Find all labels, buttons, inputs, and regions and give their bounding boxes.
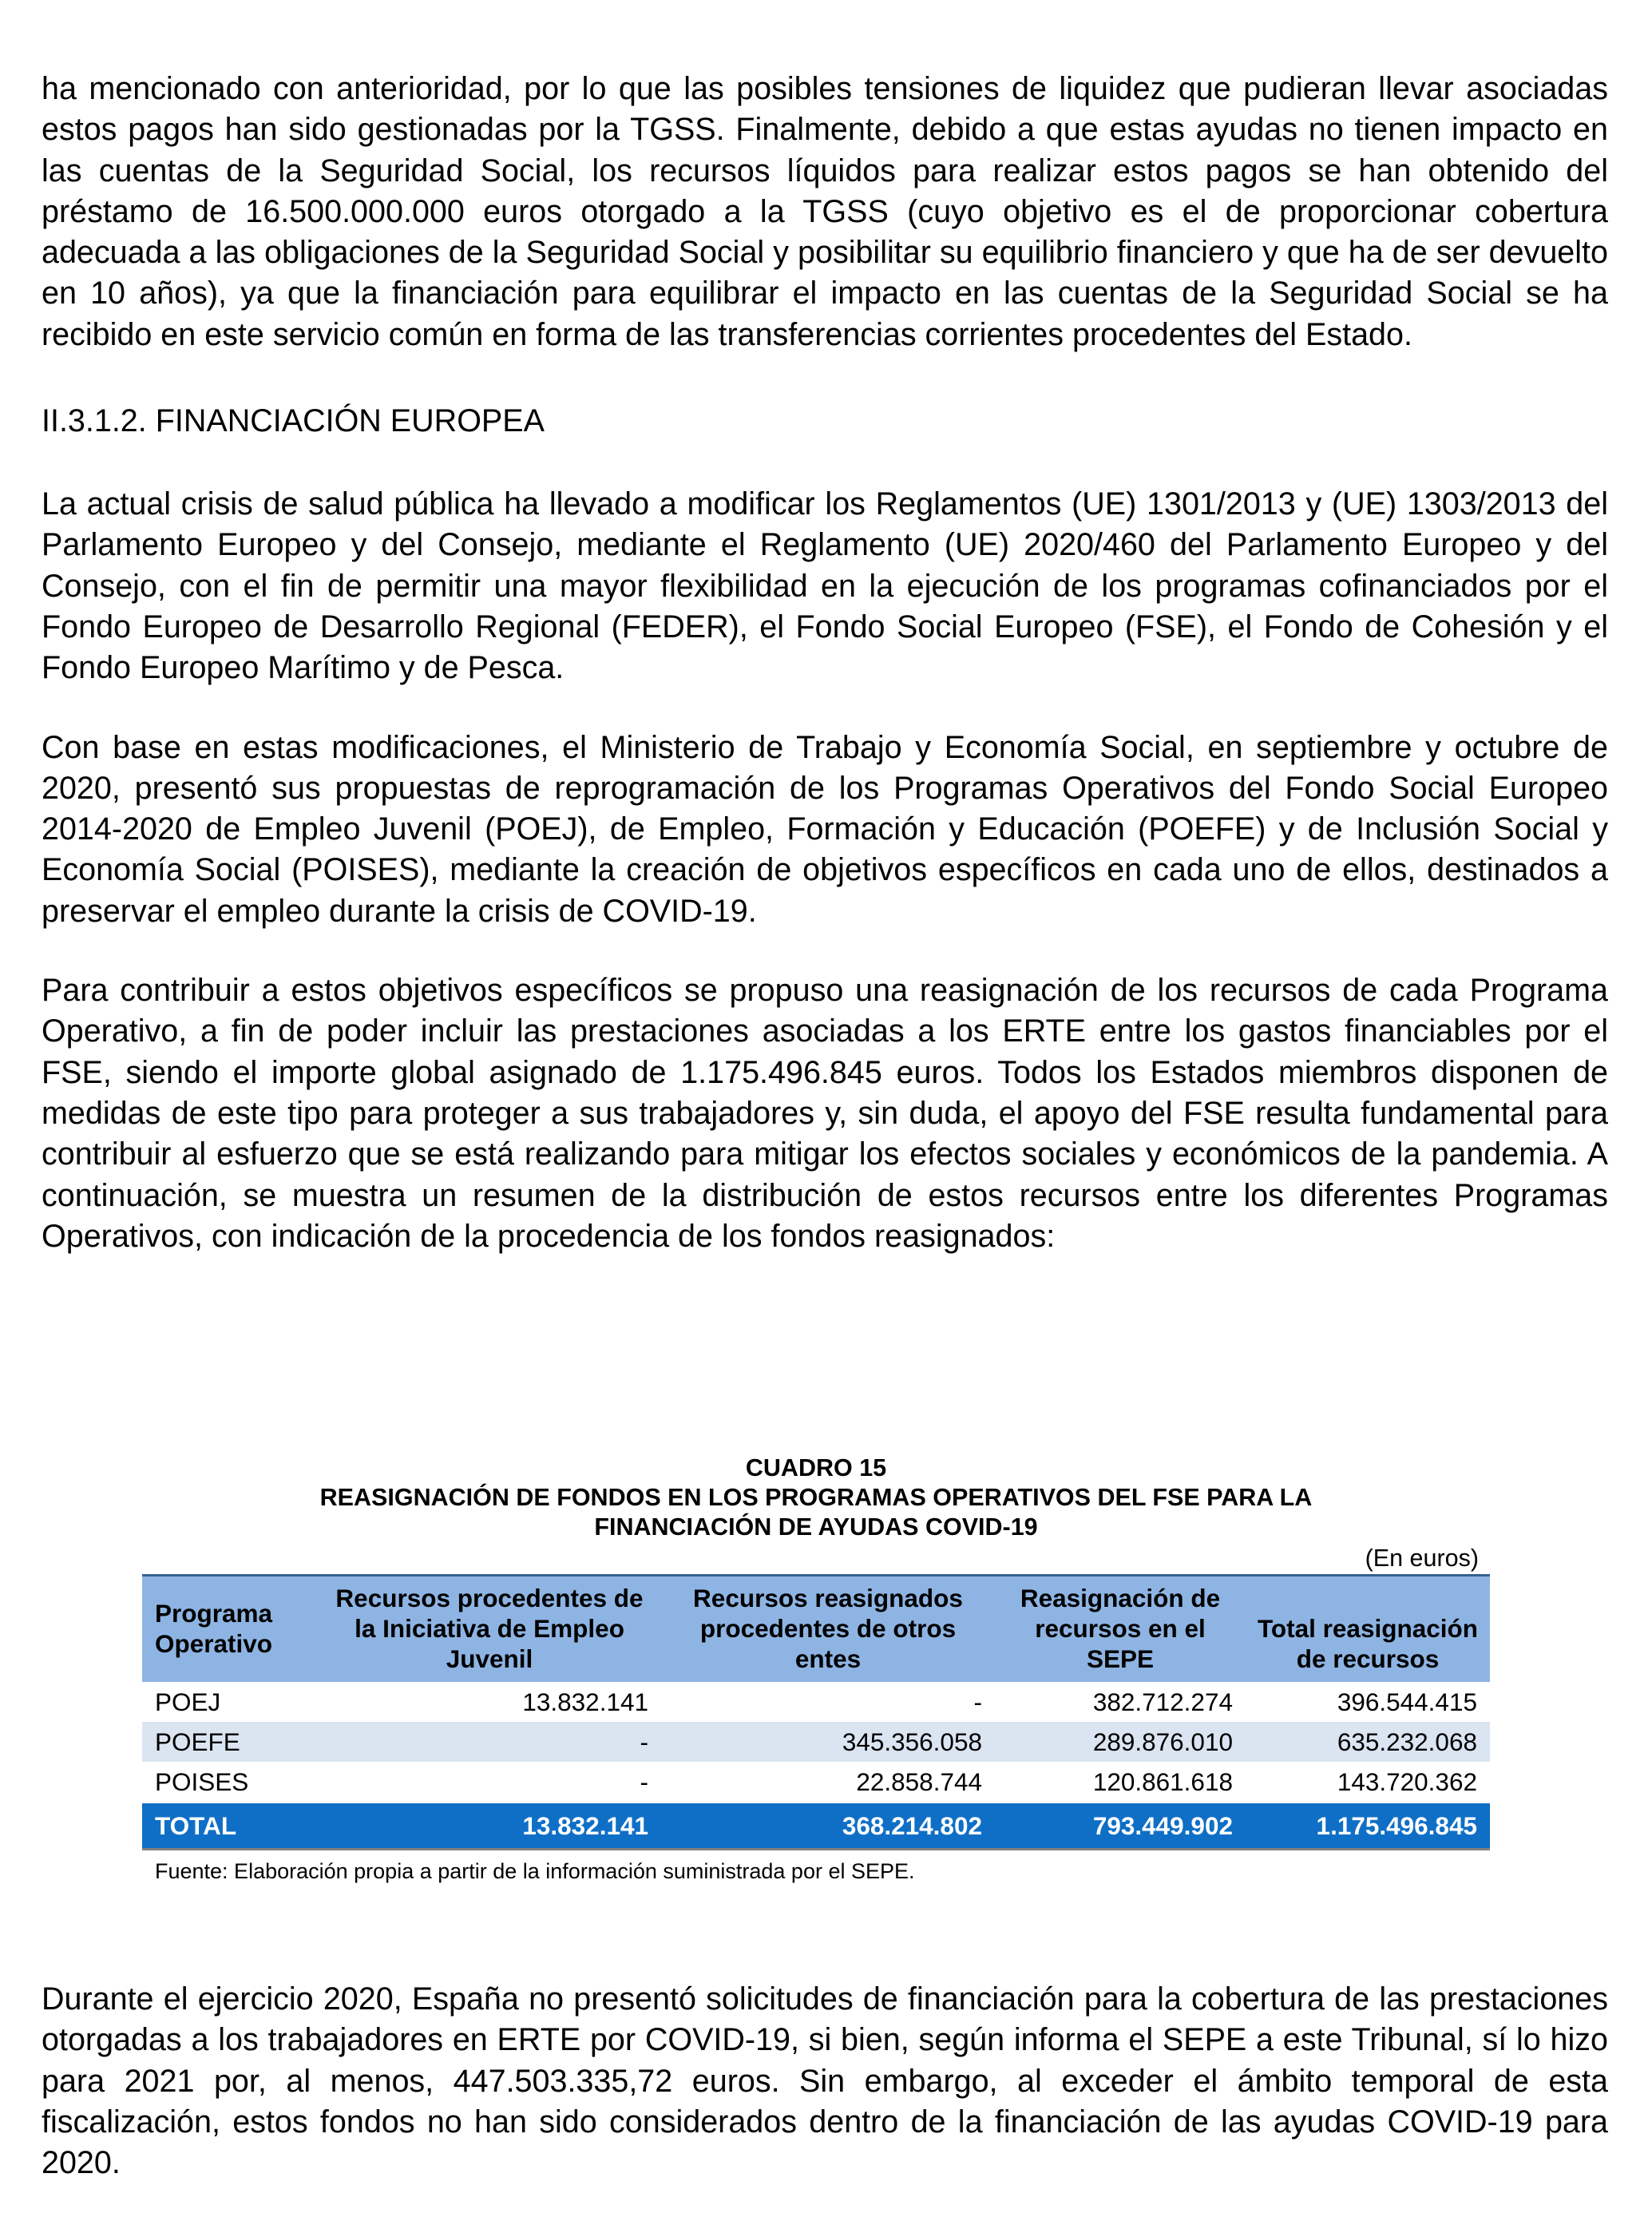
paragraph-liquidity: ha mencionado con anterioridad, por lo que las posibles tensiones de liquidez que pudieran llevar asociadas estos pagos han sido gestionadas por la TGSS. Finalmente, debido a que estas ayudas no tienen impacto en las cuentas de la Seguridad Social, los recursos líquidos para realizar estos pagos se han obtenido del préstamo de 16.500.000.000 euros otorgado a la TGSS (cuyo objetivo es el de proporcionar cobertura adecuada a las obligaciones de la Seguridad Social y posibilitar su equilibrio financiero y que ha de ser devuelto en 10 años), ya que la financiación para equilibrar el impacto en las cuentas de la Seguridad Social se ha recibido en este servicio común en forma de las transferencias corrientes procedentes del Estado. [42,71,1608,352]
table-total-row [142,1803,1490,1850]
cell-iniciativa: 13.832.141 [522,1687,648,1716]
table-title-line2: FINANCIACIÓN DE AYUDAS COVID-19 [594,1513,1038,1541]
table-source: Fuente: Elaboración propia a partir de la información suministrada por el SEPE. [155,1859,915,1883]
table-row [142,1762,1490,1803]
cell-iniciativa: - [318,1722,661,1762]
paragraph-reallocation: Para contribuir a estos objetivos específicos se propuso una reasignación de los recursos de cada Programa Operativo, a fin de poder incluir las prestaciones asociadas a los ERTE entre los gastos financiables por el FSE, siendo el importe global asignado de 1.175.496.845 euros. Todos los Estados miembros disponen de medidas de este tipo para proteger a sus trabajadores y, sin duda, el apoyo del FSE resulta fundamental para contribuir al esfuerzo que se está realizando para mitigar los efectos sociales y económicos de la pandemia. A continuación, se muestra un resumen de la distribución de estos recursos entre los diferentes Programas Operativos, con indicación de la procedencia de los fondos reasignados: [42,973,1608,1254]
section-heading: II.3.1.2. FINANCIACIÓN EUROPEA [42,403,545,439]
cell-total: 143.720.362 [1337,1767,1477,1796]
cell-otros-entes: - [973,1687,982,1716]
cell-sepe: 289.876.010 [995,1722,1246,1762]
cell-programa: POEJ [155,1687,221,1716]
total-total: 1.175.496.845 [1246,1803,1490,1850]
document-body [42,69,1608,1257]
cell-programa: POEFE [142,1722,318,1762]
cell-sepe: 382.712.274 [1092,1687,1233,1716]
total-otros-entes: 368.214.802 [661,1803,995,1850]
document-body-end [42,1979,1608,2183]
table-unit: (En euros) [1365,1545,1479,1572]
table-block [142,1454,1490,1887]
table-row [142,1682,1490,1722]
header-programa: Programa Operativo [142,1576,318,1683]
header-otros-entes: Recursos reasignados procedentes de otros entes [661,1576,995,1683]
paragraph-2021-requests: Durante el ejercicio 2020, España no presentó solicitudes de financiación para la cobertura de las prestaciones otorgadas a los trabajadores en ERTE por COVID-19, si bien, según informa el SEPE a este Tribunal, sí lo hizo para 2021 por, al menos, 447.503.335,72 euros. Sin embargo, al exceder el ámbito temporal de esta fiscalización, estos fondos no han sido considerados dentro de la financiación de las ayudas COVID-19 para 2020. [42,1981,1608,2181]
total-iniciativa: 13.832.141 [318,1803,661,1850]
cell-otros-entes: 22.858.744 [856,1767,982,1796]
header-sepe: Reasignación de recursos en el SEPE [995,1576,1246,1683]
table-row [142,1722,1490,1762]
paragraph-reprogramming: Con base en estas modificaciones, el Ministerio de Trabajo y Economía Social, en septiembre y octubre de 2020, presentó sus propuestas de reprogramación de los Programas Operativos del Fondo Social Europeo 2014-2020 de Empleo Juvenil (POEJ), de Empleo, Formación y Educación (POEFE) y de Inclusión Social y Economía Social (POISES), mediante la creación de objetivos específicos en cada uno de ellos, destinados a preservar el empleo durante la crisis de COVID-19. [42,729,1608,929]
cell-otros-entes: 345.356.058 [661,1722,995,1762]
table-header-row [142,1576,1490,1683]
cell-total: 635.232.068 [1246,1722,1490,1762]
total-sepe: 793.449.902 [995,1803,1246,1850]
reallocation-table [142,1574,1490,1850]
cell-iniciativa: - [640,1767,648,1796]
paragraph-regulation: La actual crisis de salud pública ha llevado a modificar los Reglamentos (UE) 1301/2013 y (UE) 1303/2013 del Parlamento Europeo y del Consejo, mediante el Reglamento (UE) 2020/460 del Parlamento Europeo y del Consejo, con el fin de permitir una mayor flexibilidad en la ejecución de los programas cofinanciados por el Fondo Europeo de Desarrollo Regional (FEDER), el Fondo Social Europeo (FSE), el Fondo de Cohesión y el Fondo Europeo Marítimo y de Pesca. [42,486,1608,686]
cell-total: 396.544.415 [1337,1687,1477,1716]
table-number: CUADRO 15 [745,1454,887,1481]
total-label: TOTAL [142,1803,318,1850]
cell-sepe: 120.861.618 [1092,1767,1233,1796]
cell-programa: POISES [155,1767,249,1796]
header-total: Total reasignación de recursos [1246,1576,1490,1683]
table-title-line1: REASIGNACIÓN DE FONDOS EN LOS PROGRAMAS OPERATIVOS DEL FSE PARA LA [319,1484,1313,1511]
header-iniciativa: Recursos procedentes de la Iniciativa de Empleo Juvenil [318,1576,661,1683]
